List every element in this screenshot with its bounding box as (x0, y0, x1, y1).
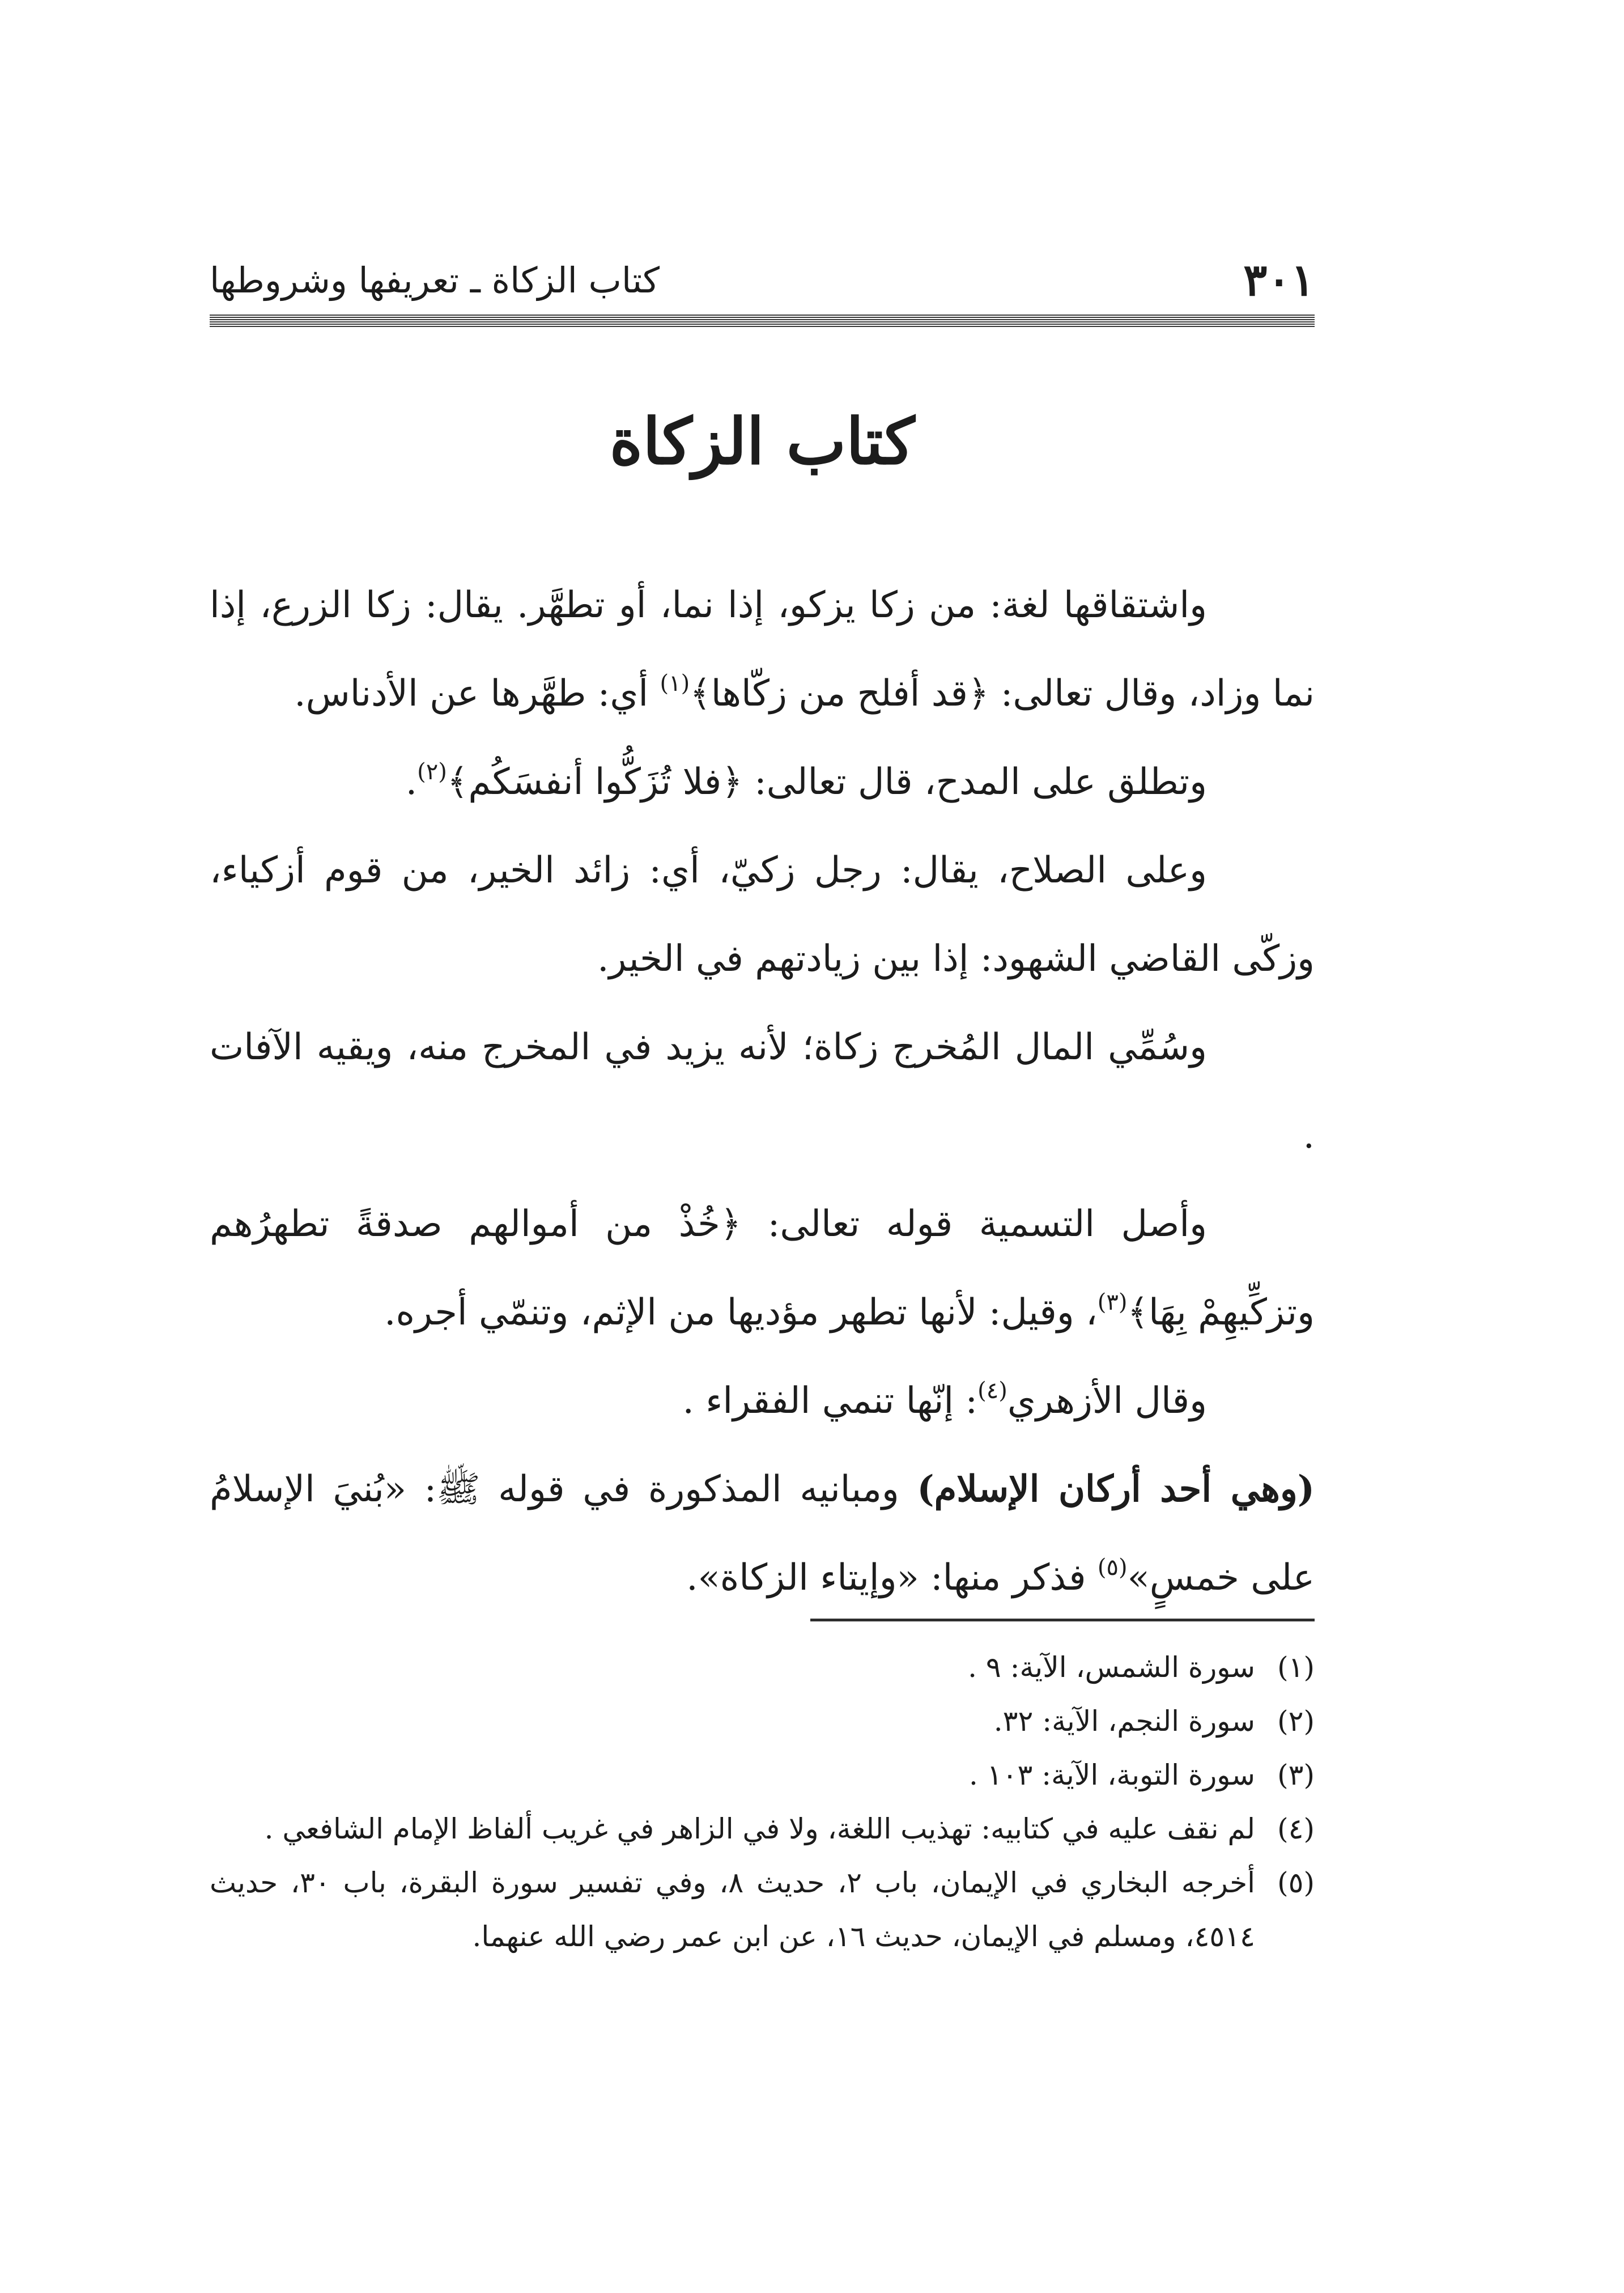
paragraph-text: : إنّها تنمي الفقراء . (682, 1380, 978, 1422)
footnote (210, 1695, 1315, 1748)
paragraph-righteousness (210, 826, 1315, 1003)
footnote-text: لم نقف عليه في كتابيه: تهذيب اللغة، ولا في الزاهر في غريب ألفاظ الإمام الشافعي . (264, 1812, 1255, 1845)
paragraph-text: وقال الأزهري (1007, 1380, 1207, 1422)
footnote (210, 1641, 1315, 1695)
paragraph-naming (210, 1003, 1315, 1180)
paragraph-text: وسُمِّي المال المُخرج زكاة؛ لأنه يزيد في المخرج منه، ويقيه الآفات . (210, 1026, 1315, 1157)
paragraph-text: فذكر منها: «وإيتاء الزكاة». (686, 1557, 1098, 1599)
paragraph-text: وعلى الصلاح، يقال: رجل زكيّ، أي: زائد الخير، من قوم أزكياء، وزكّى القاضي الشهود: إذا بين زيادتهم في الخير. (210, 850, 1315, 980)
body-text (210, 561, 1315, 1622)
paragraph-pillar (210, 1445, 1315, 1622)
paragraph-text: وأصل التسمية قوله تعالى: ﴿خُذْ من أموالهم صدقةً تطهرُهم وتزكِّيهِمْ بِهَا﴾ (210, 1203, 1315, 1334)
footnote-ref-4: (٤) (977, 1378, 1007, 1404)
footnote-ref-2: (٢) (417, 759, 447, 785)
running-head (210, 249, 1315, 317)
footnote-number: (٢) (1277, 1705, 1315, 1738)
paragraph-praise (210, 738, 1315, 826)
footnote (210, 1802, 1315, 1856)
footnote-number: (٣) (1277, 1759, 1315, 1791)
footnote-ref-1: (١) (660, 670, 690, 697)
footnote-ref-3: (٣) (1097, 1289, 1128, 1315)
footnote-text: سورة التوبة، الآية: ١٠٣ . (968, 1759, 1255, 1791)
footnote-number: (٤) (1277, 1812, 1315, 1845)
footnote (210, 1748, 1315, 1802)
footnote-separator (810, 1619, 1315, 1621)
footnote-text: سورة الشمس، الآية: ٩ . (968, 1651, 1255, 1684)
chapter-title: كتاب الزكاة (609, 405, 915, 479)
paragraph-text: . (405, 761, 418, 803)
footnotes (210, 1641, 1315, 1964)
paragraph-etymology (210, 561, 1315, 738)
paragraph-text: وتطلق على المدح، قال تعالى: ﴿فلا تُزَكُّوا أنفسَكُم﴾ (447, 761, 1207, 803)
bold-text: (وهي أحد أركان الإسلام) (917, 1468, 1315, 1510)
footnote-text: سورة النجم، الآية: ٣٢. (993, 1705, 1255, 1738)
footnote-ref-5: (٥) (1097, 1555, 1128, 1581)
paragraph-text: واشتقاقها لغة: من زكا يزكو، إذا نما، أو تطهَّر. يقال: زكا الزرع، إذا نما وزاد، وقال تعالى: ﴿قد أفلح من زكّاها﴾ (210, 584, 1315, 715)
footnote-text: أخرجه البخاري في الإيمان، باب ٢، حديث ٨، وفي تفسير سورة البقرة، باب ٣٠، حديث ٤٥١٤، ومسلم في الإيمان، حديث ١٦، عن ابن عمر رضي الله عنهما. (210, 1866, 1255, 1953)
paragraph-text: ومبانيه المذكورة في قوله ﷺ: «بُنيَ الإسلامُ على خمسٍ» (210, 1468, 1315, 1599)
page-number: ٣٠١ (1243, 254, 1315, 306)
footnote (210, 1856, 1315, 1964)
footnote-number: (٥) (1277, 1866, 1315, 1899)
paragraph-text: أي: طهَّرها عن الأدناس. (294, 673, 660, 715)
paragraph-origin (210, 1180, 1315, 1357)
header-rule (210, 315, 1315, 327)
paragraph-azhari (210, 1357, 1315, 1445)
running-title: كتاب الزكاة ـ تعريفها وشروطها (210, 260, 660, 301)
footnote-number: (١) (1277, 1651, 1315, 1684)
paragraph-text: ، وقيل: لأنها تطهر مؤديها من الإثم، وتنمّي أجره. (384, 1292, 1098, 1334)
